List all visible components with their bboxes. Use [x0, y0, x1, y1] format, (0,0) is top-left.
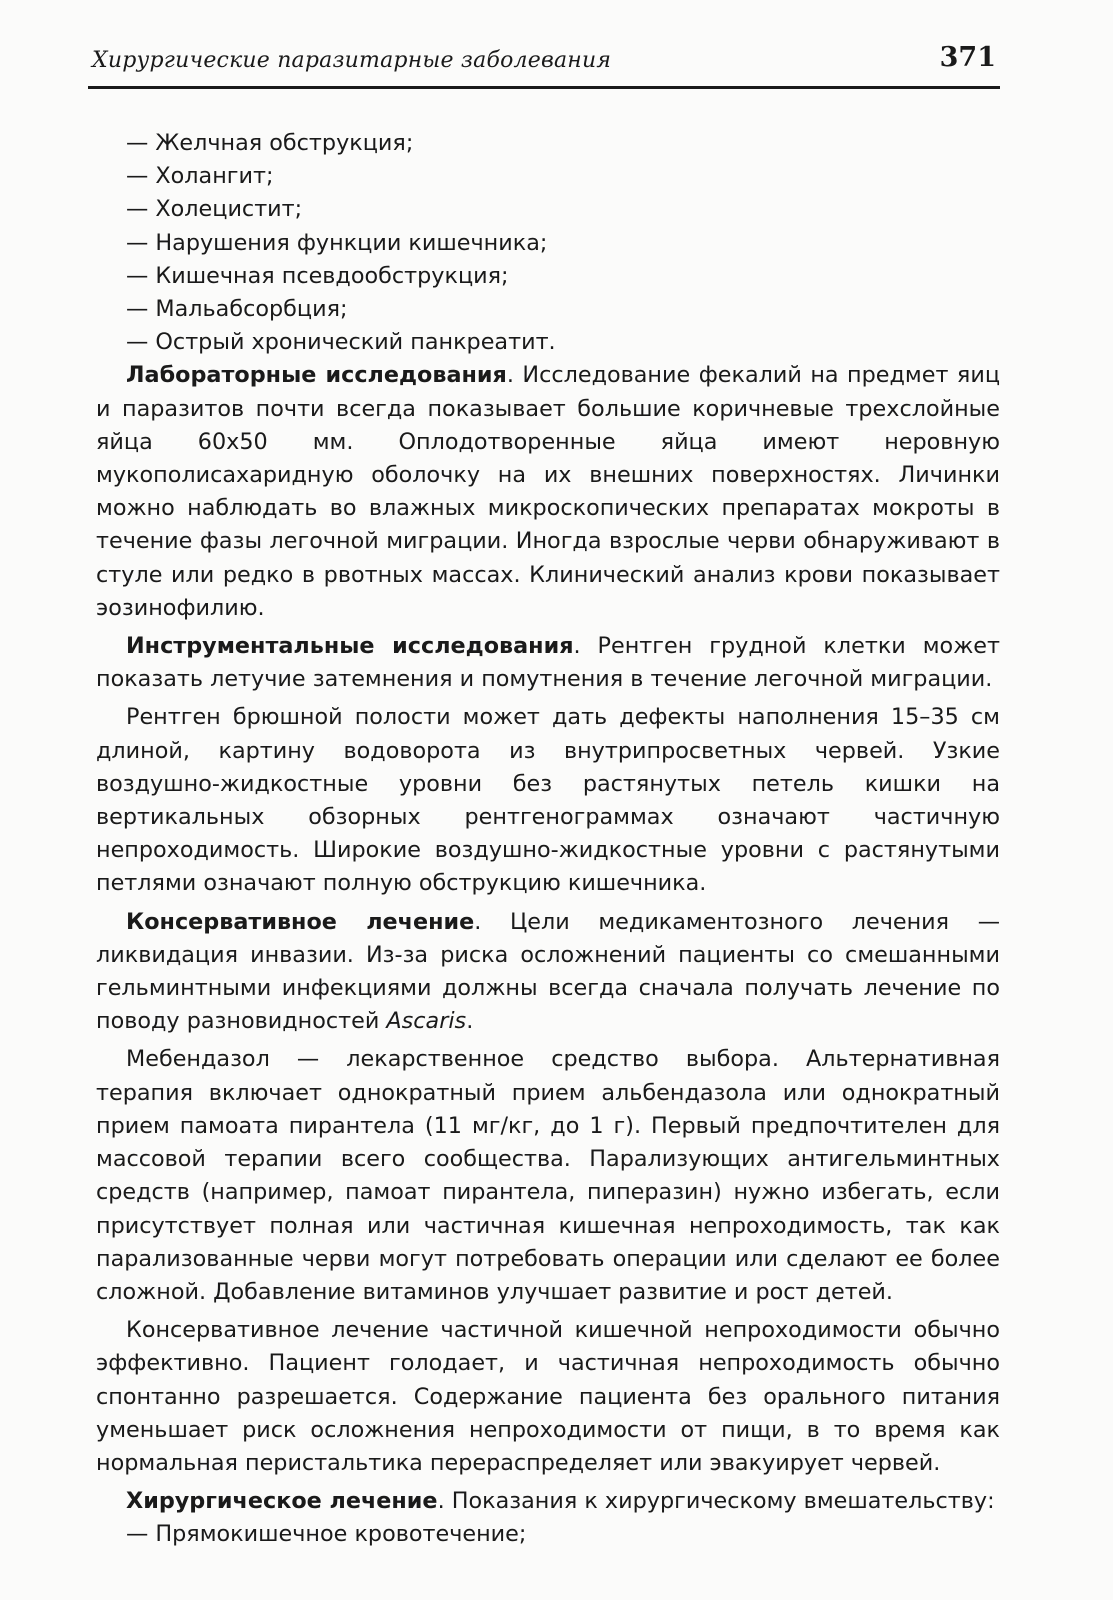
- xray-paragraph: Рентген брюшной полости может дать дефекты наполнения 15–35 см длиной, картину водоворота из внутрипросветных червей. Узкие воздушно-жидкостные уровни без растянутых петель кишки на вертикальных обзорных рентгенограммах означают частичную непроходимость. Широкие воздушно-жидкостные уровни с растянутыми петлями означают полную обструкцию кишечника.: [96, 704, 1000, 897]
- list-item: — Острый хронический панкреатит.: [126, 329, 556, 356]
- surgery-paragraph: [96, 1485, 1000, 1518]
- surgery-text: . Показания к хирургическому вмешательству:: [437, 1488, 995, 1515]
- list-item: — Мальабсорбция;: [126, 296, 348, 323]
- species-name: Ascaris: [386, 1008, 467, 1035]
- drug-paragraph: Мебендазол — лекарственное средство выбора. Альтернативная терапия включает однократный прием альбендазола или однократный прием памоата пирантела (11 мг/кг, до 1 г). Первый предпочтителен для массовой терапии всего сообщества. Парализующих антигельминтных средств (например, памоат пирантела, пиперазин) нужно избегать, если присутствует полная или частичная кишечная непроходимость, так как парализованные черви могут потребовать операции или сделают ее более сложной. Добавление витаминов улучшает развитие и рост детей.: [96, 1046, 1000, 1305]
- list-item: — Холецистит;: [126, 196, 303, 223]
- surgery-heading: Хирургическое лечение: [126, 1488, 438, 1515]
- running-header: [88, 38, 1000, 89]
- list-item: — Прямокишечное кровотечение;: [126, 1521, 527, 1548]
- obstruction-paragraph: Консервативное лечение частичной кишечной непроходимости обычно эффективно. Пациент голодает, и частичная непроходимость обычно спонтанно разрешается. Содержание пациента без орального питания уменьшает риск осложнения непроходимости от пищи, в то время как нормальная перистальтика перераспределяет или эвакуирует червей.: [96, 1317, 1000, 1476]
- instrumental-text: . Рентген грудной клетки может показать летучие затемнения и помутнения в течение легочной миграции.: [96, 633, 1000, 693]
- conservative-end: .: [466, 1008, 474, 1035]
- conservative-text: . Цели медикаментозного лечения — ликвидация инвазии. Из-за риска осложнений пациенты со смешанными гельминтными инфекциями должны всегда сначала получать лечение по поводу разновидностей: [96, 908, 1001, 1035]
- instrumental-paragraph: [96, 630, 1000, 696]
- running-title: Хирургические паразитарные заболевания: [92, 48, 612, 73]
- body-text: [96, 127, 1000, 1552]
- page-number: 371: [939, 42, 996, 73]
- instrumental-heading: Инструментальные исследования: [126, 633, 574, 660]
- list-item: — Холангит;: [126, 163, 274, 190]
- list-item: — Желчная обструкция;: [126, 130, 414, 156]
- lab-heading: Лабораторные исследования: [126, 362, 507, 389]
- list-item: — Кишечная псевдообструкция;: [126, 262, 509, 289]
- list-item: — Нарушения функции кишечника;: [126, 229, 548, 256]
- conservative-paragraph: [96, 906, 1000, 1039]
- conservative-heading: Консервативное лечение: [126, 908, 475, 935]
- lab-paragraph: [96, 359, 1000, 625]
- lab-text: . Исследование фекалий на предмет яиц и паразитов почти всегда показывает большие коричневые трехслойные яйца 60x50 мм. Оплодотворенные яйца имеют неровную мукополисахаридную оболочку на их внешних поверхностях. Личинки можно наблюдать во влажных микроскопических препаратах мокроты в течение фазы легочной миграции. Иногда взрослые черви обнаруживают в стуле или редко в рвотных массах. Клинический анализ крови показывает эозинофилию.: [96, 362, 1000, 621]
